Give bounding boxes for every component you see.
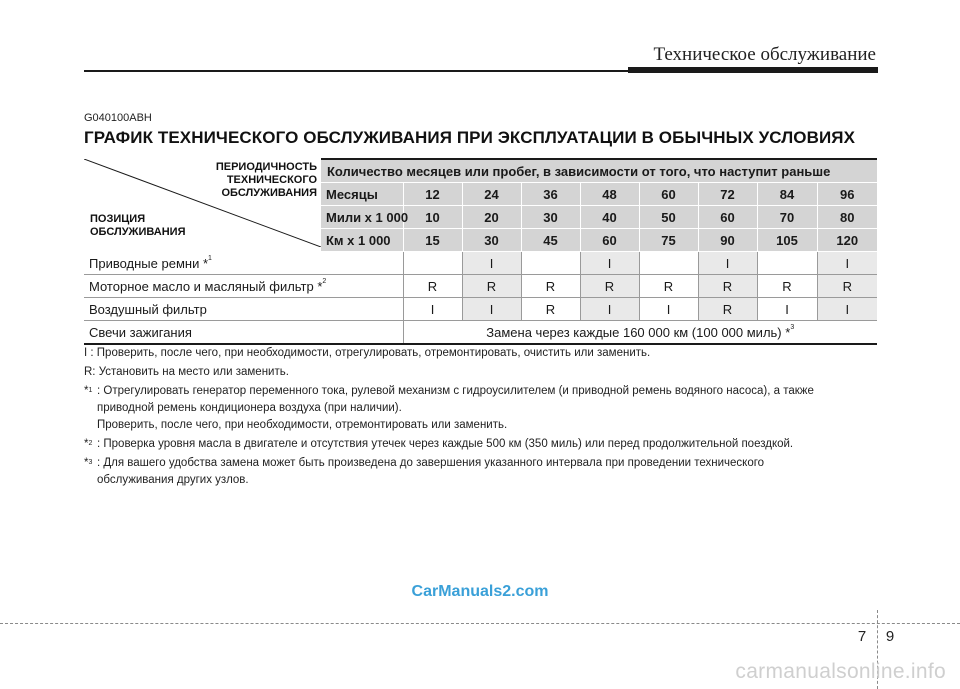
table-row [84, 321, 877, 345]
schedule-cell: R [462, 275, 521, 298]
interval-value: 90 [698, 229, 757, 252]
table-corner-header [84, 159, 321, 252]
schedule-cell: R [580, 275, 639, 298]
schedule-cell: R [698, 298, 757, 321]
schedule-cell [639, 252, 698, 275]
interval-value: 60 [639, 183, 698, 206]
schedule-cell: I [580, 298, 639, 321]
schedule-cell [757, 252, 817, 275]
document-code: G040100ABH [84, 112, 152, 124]
schedule-cell [521, 252, 580, 275]
schedule-cell: I [462, 252, 521, 275]
interval-value: 60 [698, 206, 757, 229]
cut-line-horizontal [0, 623, 960, 624]
interval-value: 12 [403, 183, 462, 206]
interval-value: 48 [580, 183, 639, 206]
table-row [84, 275, 877, 298]
header-rule-accent [628, 67, 878, 73]
interval-value: 120 [817, 229, 877, 252]
footnotes [84, 345, 884, 489]
interval-value: 72 [698, 183, 757, 206]
corner-periodicity-label: ПЕРИОДИЧНОСТЬ ТЕХНИЧЕСКОГО ОБСЛУЖИВАНИЯ [215, 161, 317, 199]
interval-value: 30 [462, 229, 521, 252]
interval-value: 75 [639, 229, 698, 252]
maintenance-item-label: Приводные ремни *$^1$ [84, 252, 403, 275]
table-row [84, 252, 877, 275]
interval-value: 60 [580, 229, 639, 252]
schedule-cell: I [639, 298, 698, 321]
watermark-link[interactable]: CarManuals2.com [411, 583, 549, 600]
maintenance-item-label: Свечи зажигания [84, 321, 403, 345]
interval-value: 36 [521, 183, 580, 206]
note-replace: R: Установить на место или заменить. [84, 366, 289, 378]
interval-value: 20 [462, 206, 521, 229]
maintenance-schedule-table [84, 158, 877, 345]
interval-value: 30 [521, 206, 580, 229]
interval-value: 45 [521, 229, 580, 252]
schedule-cell: R [521, 275, 580, 298]
schedule-cell: I [580, 252, 639, 275]
interval-value: 50 [639, 206, 698, 229]
maintenance-item-label: Воздушный фильтр [84, 298, 403, 321]
note-inspect: I : Проверить, после чего, при необходимости, отрегулировать, отремонтировать, очистить или заменить. [84, 347, 651, 359]
interval-value: 105 [757, 229, 817, 252]
interval-value: 24 [462, 183, 521, 206]
interval-value: 40 [580, 206, 639, 229]
schedule-cell: I [462, 298, 521, 321]
interval-value: 70 [757, 206, 817, 229]
schedule-cell: I [403, 298, 462, 321]
maintenance-item-label: Моторное масло и масляный фильтр *$^2$ [84, 275, 403, 298]
schedule-cell: R [521, 298, 580, 321]
schedule-cell: R [639, 275, 698, 298]
footnote-1: *$^1$ : Отрегулировать генератор переменного тока, рулевой механизм с гидроусилителем (и приводной ремень водяного насоса), а также приводной ремень кондиционера воздуха (при наличии). Проверить, после чего, при необходимости, отремонтировать или заменить. [84, 385, 814, 431]
table-row [84, 298, 877, 321]
footer-site-text: carmanualsonline.info [735, 660, 946, 683]
schedule-cell: R [757, 275, 817, 298]
corner-item-label: ПОЗИЦИЯ ОБСЛУЖИВАНИЯ [90, 213, 186, 238]
page-heading: ГРАФИК ТЕХНИЧЕСКОГО ОБСЛУЖИВАНИЯ ПРИ ЭКСПЛУАТАЦИИ В ОБЫЧНЫХ УСЛОВИЯХ [84, 128, 856, 147]
schedule-cell: I [757, 298, 817, 321]
schedule-cell: R [403, 275, 462, 298]
schedule-cell: I [817, 298, 877, 321]
chapter-number: 7 [857, 628, 867, 645]
schedule-cell: R [698, 275, 757, 298]
interval-unit-label: Мили x 1 000 [321, 206, 403, 229]
page-number: 9 [885, 628, 895, 645]
schedule-cell [403, 252, 462, 275]
schedule-cell: R [817, 275, 877, 298]
interval-value: 80 [817, 206, 877, 229]
footnote-3: *$^3$ : Для вашего удобства замена может быть произведена до завершения указанного интервала при проведении технического обслуживания других узлов. [84, 457, 765, 486]
interval-value: 96 [817, 183, 877, 206]
interval-span-header: Количество месяцев или пробег, в зависимости от того, что наступит раньше [321, 159, 877, 183]
interval-unit-label: Месяцы [321, 183, 403, 206]
section-title: Техническое обслуживание [653, 44, 876, 65]
spark-plug-interval-note: Замена через каждые 160 000 км (100 000 миль) *$^3$ [403, 321, 877, 345]
schedule-cell: I [817, 252, 877, 275]
interval-value: 15 [403, 229, 462, 252]
interval-value: 84 [757, 183, 817, 206]
footnote-2: *$^2$ : Проверка уровня масла в двигателе и отсутствия утечек через каждые 500 км (350 миль) или перед продолжительной поездкой. [84, 438, 794, 450]
schedule-cell: I [698, 252, 757, 275]
interval-unit-label: Км x 1 000 [321, 229, 403, 252]
interval-value: 10 [403, 206, 462, 229]
